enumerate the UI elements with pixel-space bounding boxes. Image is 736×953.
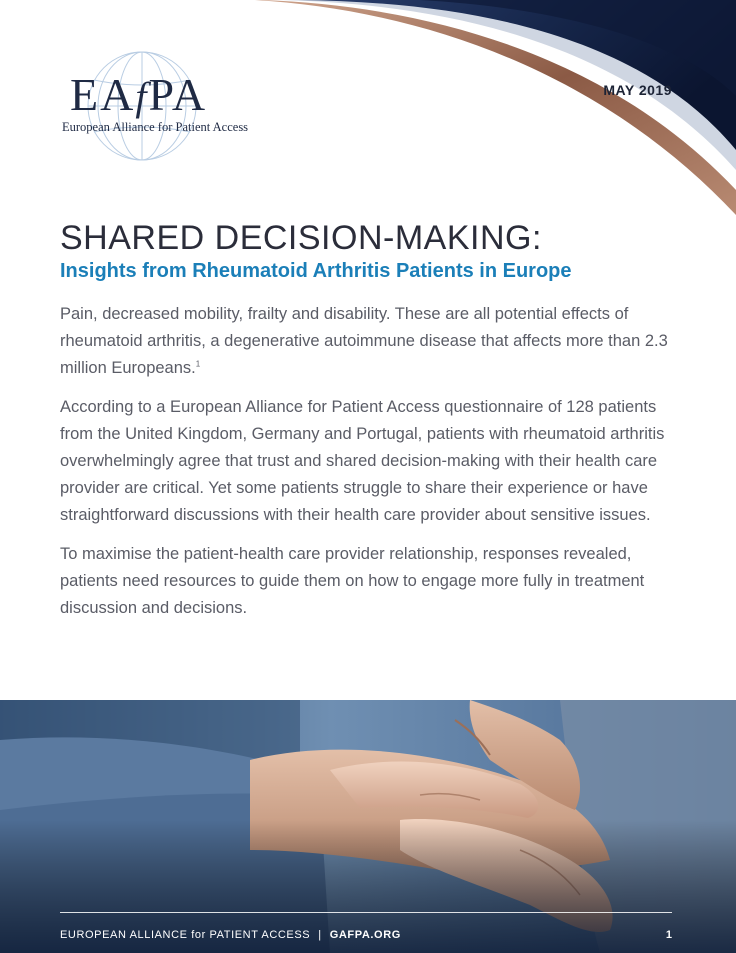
eafpa-logo (56, 50, 256, 170)
footer (60, 929, 401, 941)
footnote-marker[interactable]: 1 (195, 359, 201, 369)
hands-photo (0, 700, 736, 953)
paragraph-1-text: Pain, decreased mobility, frailty and disability. These are all potential effects of rheumatoid arthritis, a degenerative autoimmune disease that affects more than 2.3 million Europeans. (60, 305, 668, 377)
publication-date: MAY 2019 (603, 82, 672, 98)
footer-org-name: EUROPEAN ALLIANCE for PATIENT ACCESS (60, 929, 311, 941)
logo-letters-pa: PA (148, 69, 208, 120)
body-text (60, 301, 682, 634)
paragraph-1 (60, 301, 682, 382)
logo-letters-ea: EA (70, 69, 136, 120)
footer-separator: | (318, 929, 322, 941)
page-title: SHARED DECISION-MAKING: (60, 219, 542, 257)
page-number: 1 (665, 929, 672, 941)
footer-divider (60, 912, 672, 913)
paragraph-2: According to a European Alliance for Patient Access questionnaire of 128 patients from the United Kingdom, Germany and Portugal, patients with rheumatoid arthritis overwhelmingly agree that trust and shared decision-making with their health care provider are critical. Yet some patients struggle to share their experience or have straightforward discussions with their health care provider about sensitive issues. (60, 398, 665, 524)
logo-tagline: European Alliance for Patient Access (62, 120, 249, 134)
logo-wordmark (70, 69, 208, 120)
page-subtitle: Insights from Rheumatoid Arthritis Patients in Europe (60, 260, 572, 282)
logo-letter-f: f (135, 74, 149, 119)
footer-website-link[interactable]: GAFPA.ORG (329, 929, 401, 941)
paragraph-3: To maximise the patient-health care provider relationship, responses revealed, patients need resources to guide them on how to engage more fully in treatment discussion and decisions. (60, 545, 645, 617)
